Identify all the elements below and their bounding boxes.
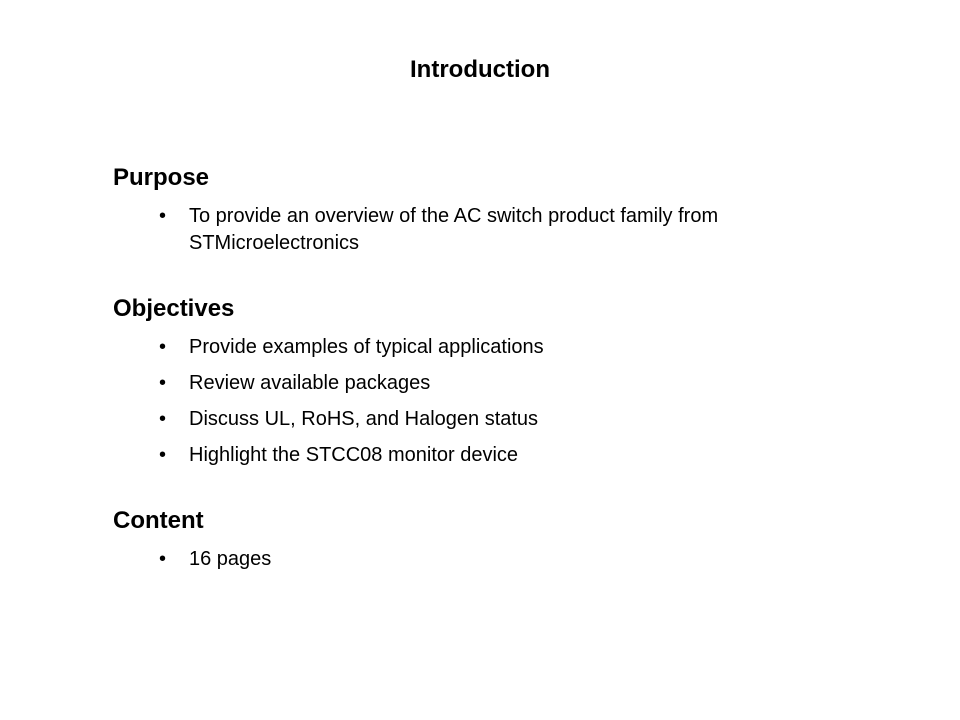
section-heading-objectives: Objectives [113, 295, 235, 322]
bullet-text: Discuss UL, RoHS, and Halogen status [189, 408, 539, 430]
list-item [159, 406, 849, 433]
list-item [159, 442, 849, 469]
list-item [159, 334, 849, 361]
list-item [159, 546, 849, 573]
list-item [159, 203, 849, 257]
bullet-text: To provide an overview of the AC switch product family from STMicroelectronics [189, 205, 719, 254]
slide-title: Introduction [410, 56, 550, 83]
bullet-icon: • [159, 408, 167, 430]
bullet-text: Provide examples of typical applications [189, 336, 544, 358]
bullet-list-content [159, 546, 849, 573]
bullet-text: Highlight the STCC08 monitor device [189, 444, 519, 466]
bullet-icon: • [159, 372, 167, 394]
bullet-list-purpose [159, 203, 849, 257]
bullet-list-objectives [159, 334, 849, 478]
section-heading-content: Content [113, 507, 204, 534]
bullet-icon: • [159, 336, 167, 358]
bullet-icon: • [159, 444, 167, 466]
list-item [159, 370, 849, 397]
bullet-icon: • [159, 205, 167, 227]
bullet-icon: • [159, 548, 167, 570]
bullet-text: Review available packages [189, 372, 431, 394]
bullet-text: 16 pages [189, 548, 272, 570]
section-heading-purpose: Purpose [113, 164, 210, 191]
